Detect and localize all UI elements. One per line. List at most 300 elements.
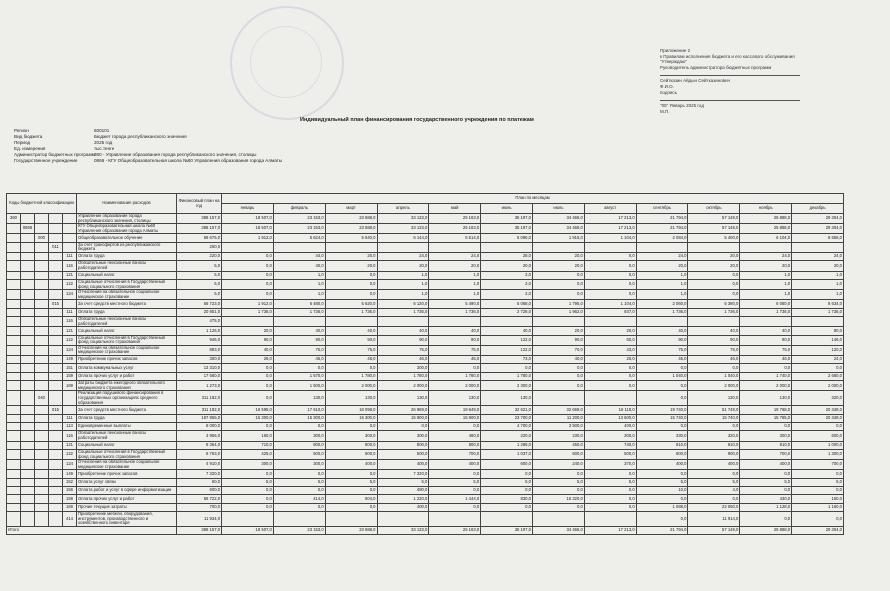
month-cell: 0,0 (688, 271, 740, 279)
plan-cell: 3 956,0 (177, 431, 222, 441)
month-cell: 20,0 (792, 261, 844, 271)
month-cell (273, 242, 325, 252)
month-cell: 20,0 (688, 261, 740, 271)
name-cell: За счет средств местного бюджета (77, 406, 177, 414)
code-cell (7, 252, 21, 260)
month-cell: 122,0 (481, 335, 533, 345)
month-cell: 0,0 (584, 372, 636, 380)
code-cell (21, 290, 35, 300)
code-cell: 124 (63, 345, 77, 355)
total-month: 21 794,0 (636, 527, 688, 535)
month-header: декабрь (792, 204, 844, 214)
month-cell (792, 317, 844, 327)
month-cell: 18 098,0 (325, 406, 377, 414)
month-cell: 75,0 (740, 345, 792, 355)
financing-plan-table (6, 193, 844, 535)
table-row (7, 261, 844, 271)
month-cell: 0,0 (481, 364, 533, 372)
month-cell: 0,0 (688, 422, 740, 430)
code-cell (7, 279, 21, 289)
month-header: июнь (481, 204, 533, 214)
month-cell: 2 660,0 (792, 372, 844, 380)
code-cell (7, 290, 21, 300)
month-cell (792, 242, 844, 252)
code-cell (49, 364, 63, 372)
month-cell: 23 688,0 (325, 214, 377, 224)
code-cell (35, 308, 49, 316)
code-cell (35, 261, 49, 271)
month-cell: 810,0 (740, 441, 792, 449)
code-cell: 151 (63, 364, 77, 372)
month-cell: 0,0 (636, 391, 688, 406)
approval-line: М.П. (660, 108, 670, 114)
month-cell: 600,0 (325, 449, 377, 459)
code-cell (35, 279, 49, 289)
header-key: Период (14, 140, 31, 146)
month-cell: 122,0 (481, 345, 533, 355)
code-cell: 113 (63, 422, 77, 430)
month-cell: 16 320,0 (533, 495, 585, 503)
month-cell: 40,0 (325, 327, 377, 335)
code-cell (49, 431, 63, 441)
code-cell (7, 271, 21, 279)
approval-line: Руководитель администратора бюджетных программ (660, 64, 772, 70)
month-cell: 5 620,0 (325, 300, 377, 308)
month-cell: 24,0 (792, 252, 844, 260)
code-cell (21, 335, 35, 345)
month-cell: 1,0 (273, 290, 325, 300)
month-cell: 1 288,0 (481, 441, 533, 449)
code-cell: 159 (63, 495, 77, 503)
month-cell: 0,0 (584, 364, 636, 372)
plan-header: Финансовый план на год (177, 194, 222, 214)
month-cell: 2,0 (481, 279, 533, 289)
month-cell: 1,0 (636, 279, 688, 289)
code-cell (49, 317, 63, 327)
plan-cell: 311 182,0 (177, 406, 222, 414)
month-cell: 6 104,0 (740, 234, 792, 242)
name-cell: Социальные отчисления в Государственный фонд социального страхования (77, 335, 177, 345)
month-cell: 75,0 (429, 345, 481, 355)
header-value: 360 - Управление образования города республиканского значения, столицы (94, 152, 257, 158)
month-cell: 1 736,0 (688, 308, 740, 316)
table-row (7, 327, 844, 335)
month-cell (688, 242, 740, 252)
month-cell: 700,0 (792, 460, 844, 470)
month-cell: 1,0 (792, 290, 844, 300)
month-cell: 937,0 (584, 308, 636, 316)
month-cell: 26 989,0 (377, 406, 429, 414)
month-cell: 40,0 (688, 327, 740, 335)
month-cell: 300,0 (222, 460, 274, 470)
month-cell: 90,0 (377, 335, 429, 345)
month-cell: 0,0 (533, 470, 585, 478)
month-cell: 300,0 (377, 431, 429, 441)
code-cell (7, 487, 21, 495)
code-cell: 015 (49, 406, 63, 414)
signature-line (660, 97, 800, 101)
month-cell: 20 348,0 (792, 406, 844, 414)
code-cell (21, 300, 35, 308)
code-cell (7, 478, 21, 486)
month-cell: 3 500,0 (533, 422, 585, 430)
code-cell: 121 (63, 271, 77, 279)
months-header: План по месяцам (222, 194, 844, 204)
month-cell: 80,0 (792, 327, 844, 335)
code-cell (7, 391, 21, 406)
name-cell: Социальный налог (77, 327, 177, 335)
month-cell: 46,0 (688, 356, 740, 364)
month-cell: 0,0 (429, 422, 481, 430)
month-cell: 0,0 (584, 261, 636, 271)
name-cell: КГУ Общеобразовательная школа №60 Управления образования города Алматы (77, 224, 177, 234)
code-cell (7, 335, 21, 345)
code-cell (49, 308, 63, 316)
code-cell (21, 487, 35, 495)
month-cell: 5 068,0 (481, 300, 533, 308)
month-cell: 120,0 (792, 345, 844, 355)
month-cell: 130,0 (740, 391, 792, 406)
total-month: 18 507,0 (222, 527, 274, 535)
month-cell: 23 153,0 (273, 224, 325, 234)
month-cell: 5 400,0 (688, 234, 740, 242)
month-cell: 18 507,0 (222, 214, 274, 224)
month-header: март (325, 204, 377, 214)
month-cell: 0,0 (481, 503, 533, 511)
total-plan: 388 157,0 (177, 527, 222, 535)
total-row (7, 527, 844, 535)
month-cell: 0,0 (636, 364, 688, 372)
month-cell: 35 197,0 (481, 214, 533, 224)
table-row (7, 252, 844, 260)
approval-block (660, 48, 810, 114)
month-cell: 0,0 (481, 470, 533, 478)
code-cell (21, 279, 35, 289)
month-cell: 75,0 (636, 345, 688, 355)
month-cell: 1 912,0 (222, 300, 274, 308)
month-cell: 23 688,0 (325, 224, 377, 234)
month-cell: 1 780,0 (325, 372, 377, 380)
table-row (7, 214, 844, 224)
code-cell (35, 441, 49, 449)
month-cell: 75,0 (325, 345, 377, 355)
month-cell: 32 621,0 (481, 406, 533, 414)
name-cell: Обязательные пенсионные взносы работодателей (77, 431, 177, 441)
table-row (7, 414, 844, 422)
month-cell: 15 300,0 (273, 414, 325, 422)
name-cell: Оплата труда (77, 308, 177, 316)
month-cell: 32 669,0 (533, 406, 585, 414)
month-cell: 500,0 (584, 449, 636, 459)
table-row (7, 503, 844, 511)
month-cell (273, 317, 325, 327)
table-row (7, 234, 844, 242)
month-cell: 90,0 (222, 335, 274, 345)
code-cell: 122 (63, 449, 77, 459)
plan-cell: 17 560,0 (177, 372, 222, 380)
month-cell (429, 317, 481, 327)
month-cell: 1 037,0 (481, 449, 533, 459)
plan-cell: 5,0 (177, 290, 222, 300)
month-cell: 18 507,0 (222, 224, 274, 234)
code-cell (7, 381, 21, 391)
month-cell: 414,0 (273, 495, 325, 503)
month-cell: 300,0 (584, 431, 636, 441)
month-cell: 0,0 (792, 422, 844, 430)
month-cell: 40,0 (273, 327, 325, 335)
month-cell: 320,0 (688, 431, 740, 441)
month-cell (740, 242, 792, 252)
plan-cell: 5,0 (177, 279, 222, 289)
month-cell: 500,0 (273, 449, 325, 459)
month-cell: 0,0 (325, 487, 377, 495)
code-cell: 159 (63, 372, 77, 380)
month-cell: 17 213,0 (584, 224, 636, 234)
month-cell: 0,0 (429, 503, 481, 511)
month-cell: 7 320,0 (377, 470, 429, 478)
month-cell: 0,0 (533, 503, 585, 511)
month-cell: 33 133,0 (377, 214, 429, 224)
month-cell: 44,0 (273, 252, 325, 260)
code-cell (49, 271, 63, 279)
month-cell: 5,0 (273, 478, 325, 486)
code-cell (63, 300, 77, 308)
table-row (7, 391, 844, 406)
code-cell (7, 470, 21, 478)
month-cell (636, 317, 688, 327)
month-cell: 0,0 (273, 364, 325, 372)
month-cell: 46,0 (377, 356, 429, 364)
month-cell: 0,0 (688, 470, 740, 478)
month-cell: 4,0 (688, 487, 740, 495)
code-cell (35, 335, 49, 345)
month-cell: 20,0 (740, 261, 792, 271)
month-cell: 460,0 (429, 431, 481, 441)
table-row (7, 224, 844, 234)
plan-cell: 311 182,0 (177, 391, 222, 406)
name-cell: Социальные отчисления в Государственный фонд социального страхования (77, 449, 177, 459)
code-cell (7, 345, 21, 355)
month-cell: 0,0 (273, 470, 325, 478)
month-cell: 130,0 (273, 391, 325, 406)
month-cell: 480,0 (377, 487, 429, 495)
month-cell: 160,0 (222, 431, 274, 441)
month-cell: 1,0 (792, 279, 844, 289)
month-cell: 24,0 (377, 252, 429, 260)
month-cell: 450,0 (533, 441, 585, 449)
month-cell: 23 153,0 (273, 214, 325, 224)
month-cell: 1 736,0 (636, 308, 688, 316)
code-cell (7, 242, 21, 252)
month-cell: 0,0 (533, 271, 585, 279)
total-month: 23 688,0 (325, 527, 377, 535)
month-header: май (429, 204, 481, 214)
code-cell (35, 364, 49, 372)
month-cell: 1 736,0 (429, 308, 481, 316)
approval-line: подпись (660, 89, 678, 95)
month-cell: 15 900,0 (429, 414, 481, 422)
month-header: сентябрь (636, 204, 688, 214)
month-cell: 46,0 (636, 356, 688, 364)
plan-cell: 20 851,0 (177, 308, 222, 316)
month-cell: 1,0 (740, 271, 792, 279)
month-cell: 5,0 (429, 478, 481, 486)
table-row (7, 290, 844, 300)
month-cell: 0,0 (325, 503, 377, 511)
code-cell (35, 242, 49, 252)
month-cell: 5,0 (377, 478, 429, 486)
month-cell: 25 163,0 (429, 214, 481, 224)
month-cell: 25 888,0 (740, 214, 792, 224)
month-cell: 1,0 (273, 279, 325, 289)
month-cell: 220,0 (481, 431, 533, 441)
month-cell: 75,0 (273, 345, 325, 355)
code-cell: 124 (63, 290, 77, 300)
plan-cell: 6 763,0 (177, 449, 222, 459)
month-cell: 0,0 (222, 391, 274, 406)
month-cell: 130,0 (377, 391, 429, 406)
code-cell: 122 (63, 335, 77, 345)
month-cell: 5,0 (325, 478, 377, 486)
month-cell: 20,0 (325, 252, 377, 260)
month-cell: 2 000,0 (792, 381, 844, 391)
code-cell (21, 317, 35, 327)
month-cell: 60,0 (584, 335, 636, 345)
month-header: октябрь (688, 204, 740, 214)
code-cell (7, 356, 21, 364)
table-row (7, 449, 844, 459)
code-cell: 116 (63, 261, 77, 271)
month-cell: 1 780,0 (429, 372, 481, 380)
month-header: февраль (273, 204, 325, 214)
plan-cell: 13 310,0 (177, 364, 222, 372)
month-cell: 17 610,0 (273, 406, 325, 414)
month-cell: 15 300,0 (325, 414, 377, 422)
month-cell: 5 624,0 (273, 234, 325, 242)
month-cell: 0,0 (533, 279, 585, 289)
code-cell (49, 478, 63, 486)
month-cell: 19 740,0 (636, 406, 688, 414)
month-cell: 130,0 (688, 391, 740, 406)
month-cell: 1 040,0 (688, 372, 740, 380)
month-cell: 46,0 (273, 356, 325, 364)
month-cell: 5,0 (792, 478, 844, 486)
table-row (7, 279, 844, 289)
month-cell (584, 391, 636, 406)
month-cell: 300,0 (377, 364, 429, 372)
month-cell: 0,0 (584, 487, 636, 495)
month-cell: 73,0 (481, 356, 533, 364)
code-cell (21, 441, 35, 449)
month-cell: 0,0 (222, 279, 274, 289)
header-key: Ед. измерения (14, 146, 46, 152)
code-cell (35, 224, 49, 234)
month-cell: 5,0 (636, 478, 688, 486)
month-cell: 1 088,0 (636, 503, 688, 511)
month-cell: 0,0 (688, 495, 740, 503)
month-cell: 425,0 (222, 449, 274, 459)
month-cell: 710,0 (222, 441, 274, 449)
month-cell: 1 570,0 (273, 372, 325, 380)
code-cell (21, 345, 35, 355)
month-cell: 20,0 (584, 327, 636, 335)
month-cell: 6 144,0 (377, 234, 429, 242)
month-cell: 0,0 (325, 470, 377, 478)
month-cell: 1,0 (792, 271, 844, 279)
month-cell: 5,0 (584, 478, 636, 486)
month-cell (273, 512, 325, 527)
table-row (7, 335, 844, 345)
total-month: 25 163,0 (429, 527, 481, 535)
month-cell: 1 912,0 (222, 234, 274, 242)
code-cell: 360 (7, 214, 21, 224)
header-key: Администратор бюджетных программ (14, 152, 95, 158)
approval-line: Сейтказин Айдын Сейтказинович (660, 78, 730, 84)
month-cell: 0,0 (429, 470, 481, 478)
plan-cell: 300,0 (177, 356, 222, 364)
table-row (7, 317, 844, 327)
table-row (7, 356, 844, 364)
code-cell (49, 335, 63, 345)
plan-cell: 56 722,0 (177, 495, 222, 503)
month-cell (688, 317, 740, 327)
month-cell: 1 500,0 (273, 381, 325, 391)
month-cell: 75,0 (688, 345, 740, 355)
code-cell (63, 242, 77, 252)
month-cell: 35 197,0 (481, 224, 533, 234)
month-cell: 1 736,0 (377, 308, 429, 316)
month-cell: 40,0 (429, 327, 481, 335)
month-cell: 20,0 (481, 261, 533, 271)
code-cell (49, 261, 63, 271)
month-cell: 2 000,0 (688, 381, 740, 391)
code-cell (7, 414, 21, 422)
month-cell: 0,0 (222, 364, 274, 372)
month-cell: 0,0 (584, 252, 636, 260)
code-cell (21, 470, 35, 478)
month-cell: 57 148,0 (688, 224, 740, 234)
month-cell: 800,0 (273, 441, 325, 449)
month-cell: 1 736,0 (740, 308, 792, 316)
month-cell: 40,0 (222, 345, 274, 355)
name-cell: Приобретение мебели, оборудования, инструментов, производственного и хозяйственного инвентаря (77, 512, 177, 527)
table-row (7, 271, 844, 279)
plan-cell: 475,0 (177, 317, 222, 327)
name-cell: За счет трансфертов из республиканского бюджета (77, 242, 177, 252)
month-cell: 57 148,0 (688, 214, 740, 224)
name-cell: Обязательные пенсионные взносы работодателей (77, 261, 177, 271)
month-cell: 0,0 (584, 470, 636, 478)
month-cell: 0,0 (740, 512, 792, 527)
code-cell (49, 470, 63, 478)
month-cell: 604,0 (325, 495, 377, 503)
header-value: Бюджет города республиканского значения (94, 134, 187, 140)
code-cell (35, 381, 49, 391)
code-cell (7, 503, 21, 511)
month-cell (325, 317, 377, 327)
code-cell (49, 290, 63, 300)
month-cell: 2 300,0 (481, 381, 533, 391)
month-cell: 40,0 (377, 327, 429, 335)
month-cell: 16 118,0 (584, 406, 636, 414)
plan-cell: 388 157,0 (177, 214, 222, 224)
month-cell: 0,0 (636, 470, 688, 478)
month-cell: 5,0 (481, 478, 533, 486)
month-cell: 800,0 (325, 441, 377, 449)
month-cell: 2 060,0 (636, 300, 688, 308)
code-cell (21, 414, 35, 422)
month-cell (481, 512, 533, 527)
